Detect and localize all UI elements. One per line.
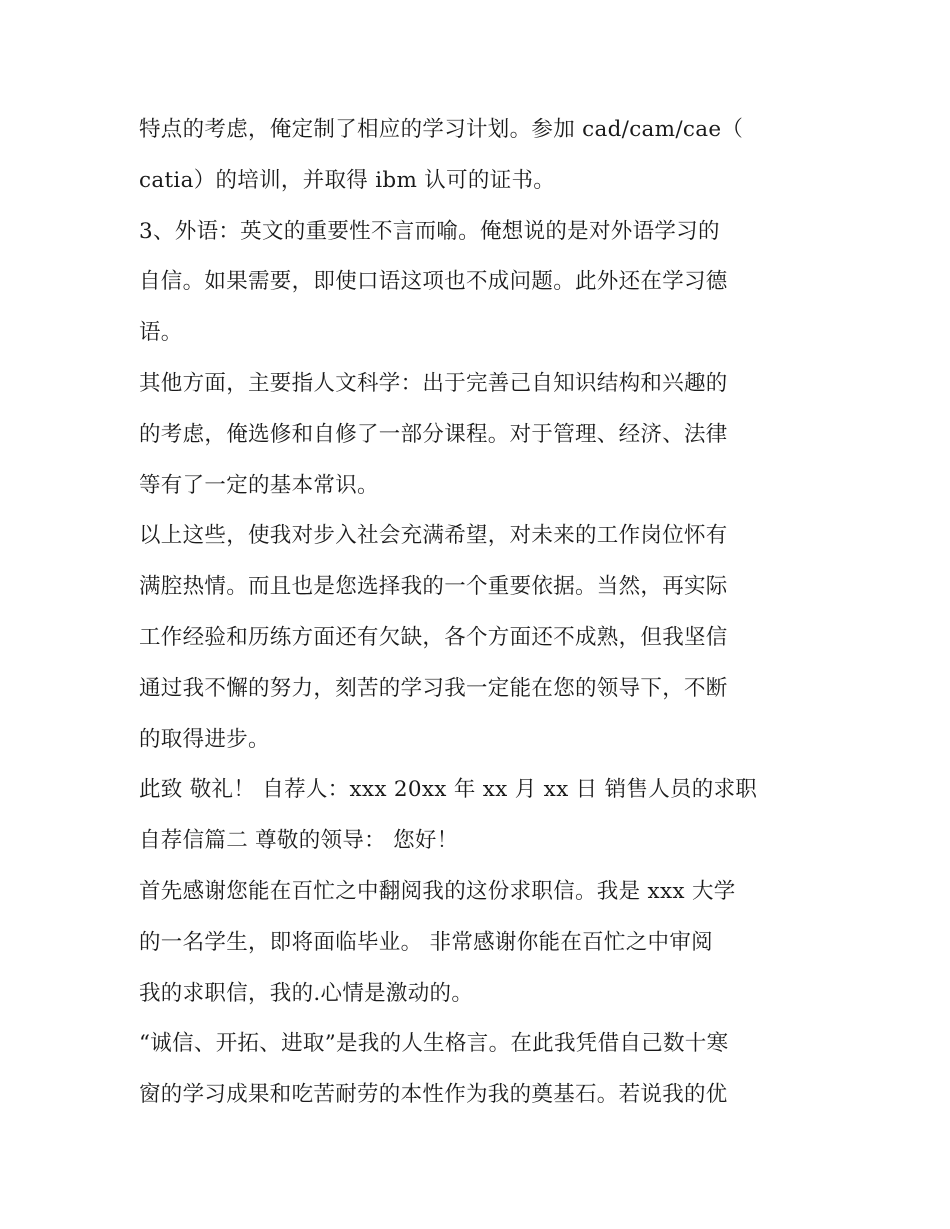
- text-line: 通过我不懈的努力，刻苦的学习我一定能在您的领导下，不断: [139, 675, 728, 701]
- text-line: 窗的学习成果和吃苦耐劳的本性作为我的奠基石。若说我的优: [139, 1082, 728, 1108]
- text-line: 工作经验和历练方面还有欠缺，各个方面还不成熟，但我坚信: [139, 624, 728, 650]
- text-line: 的一名学生，即将面临毕业。 非常感谢你能在百忙之中审阅: [139, 929, 713, 955]
- text-line: 自荐信篇二 尊敬的领导： 您好！: [139, 828, 459, 854]
- document-body: [139, 105, 819, 1121]
- text-line: 首先感谢您能在百忙之中翻阅我的这份求职信。我是 xxx 大学: [139, 878, 736, 904]
- text-line: 其他方面，主要指人文科学：出于完善己自知识结构和兴趣的: [139, 370, 728, 396]
- text-line: 3、外语：英文的重要性不言而喻。俺想说的是对外语学习的: [139, 218, 720, 244]
- text-line: 以上这些，使我对步入社会充满希望，对未来的工作岗位怀有: [139, 523, 728, 549]
- text-line: 特点的考虑，俺定制了相应的学习计划。参加 cad/cam/cae（: [139, 117, 744, 142]
- text-line: 满腔热情。而且也是您选择我的一个重要依据。当然，再实际: [139, 574, 728, 600]
- text-line: 自信。如果需要，即使口语这项也不成问题。此外还在学习德: [139, 269, 728, 295]
- text-line: “诚信、开拓、进取”是我的人生格言。在此我凭借自己数十寒: [139, 1031, 729, 1057]
- text-line: 的取得进步。: [139, 726, 270, 752]
- text-line: catia）的培训，并取得 ibm 认可的证书。: [139, 167, 556, 193]
- text-line: 语。: [139, 320, 183, 346]
- text-line: 的考虑，俺选修和自修了一部分课程。对于管理、经济、法律: [139, 421, 728, 447]
- text-line: 等有了一定的基本常识。: [139, 472, 379, 498]
- text-line: 此致 敬礼！ 自荐人：xxx 20xx 年 xx 月 xx 日 销售人员的求职: [139, 777, 758, 803]
- text-line: 我的求职信，我的.心情是激动的。: [139, 980, 474, 1006]
